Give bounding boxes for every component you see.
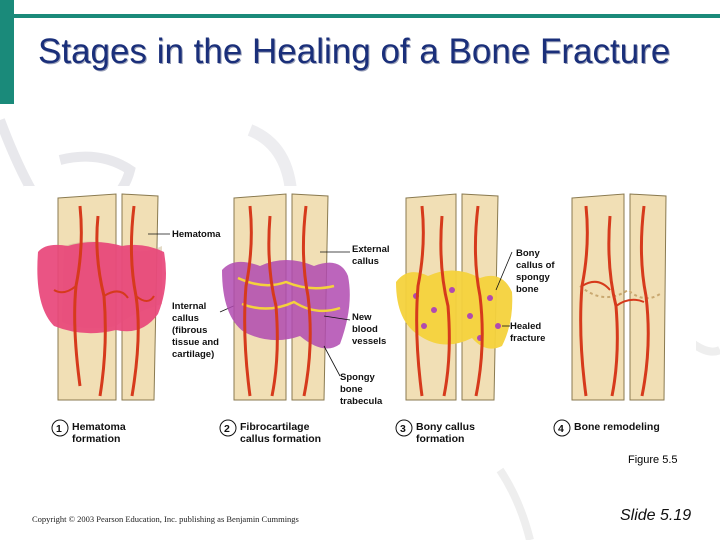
label-spongy-bone-trabecula-1: Spongy [340,372,375,383]
stage-2-line1: Fibrocartilage [240,421,310,433]
stage-3-illustration [396,194,512,400]
stage-2-line2: callus formation [240,433,322,445]
label-healed-fracture-2: fracture [510,333,546,344]
label-new-blood-vessels-2: blood [352,324,378,335]
slide-number: Slide 5.19 [620,507,692,524]
label-external-callus-2: callus [352,256,379,267]
label-bony-callus-3: spongy [516,272,550,283]
label-new-blood-vessels-3: vessels [352,336,387,347]
label-external-callus-1: External [352,244,390,255]
stage-4-line1: Bone remodeling [574,421,660,433]
copyright-notice: Copyright © 2003 Pearson Education, Inc. publishing as Benjamin Cummings [32,514,299,524]
stage-3-line2: formation [416,433,465,445]
label-internal-callus-2: callus [172,313,199,324]
slide-title: Stages in the Healing of a Bone Fracture [38,32,671,71]
stage-1-line2: formation [72,433,121,445]
stage-3-line1: Bony callus [416,421,475,433]
label-internal-callus-1: Internal [172,301,207,312]
stage-2-number: 2 [224,423,230,435]
fracture-healing-diagram [24,186,696,448]
label-spongy-bone-trabecula-2: bone [340,384,363,395]
label-internal-callus-5: cartilage) [172,349,215,360]
label-healed-fracture-1: Healed [510,321,542,332]
label-bony-callus-4: bone [516,284,539,295]
label-spongy-bone-trabecula-3: trabecula [340,396,383,407]
label-hematoma: Hematoma [172,229,221,240]
stage-1-line1: Hematoma [72,421,126,433]
stage-4-illustration [572,194,666,400]
stage-1-number: 1 [56,423,62,435]
title-rule [14,14,720,18]
label-internal-callus-4: tissue and [172,337,219,348]
label-new-blood-vessels-1: New [352,312,372,323]
label-bony-callus-1: Bony [516,248,540,259]
stage-3-number: 3 [400,423,406,435]
stage-4-number: 4 [558,423,564,435]
label-bony-callus-2: callus of [516,260,555,271]
accent-bar [0,0,14,104]
figure-caption: Figure 5.5 [628,454,678,466]
label-internal-callus-3: (fibrous [172,325,208,336]
